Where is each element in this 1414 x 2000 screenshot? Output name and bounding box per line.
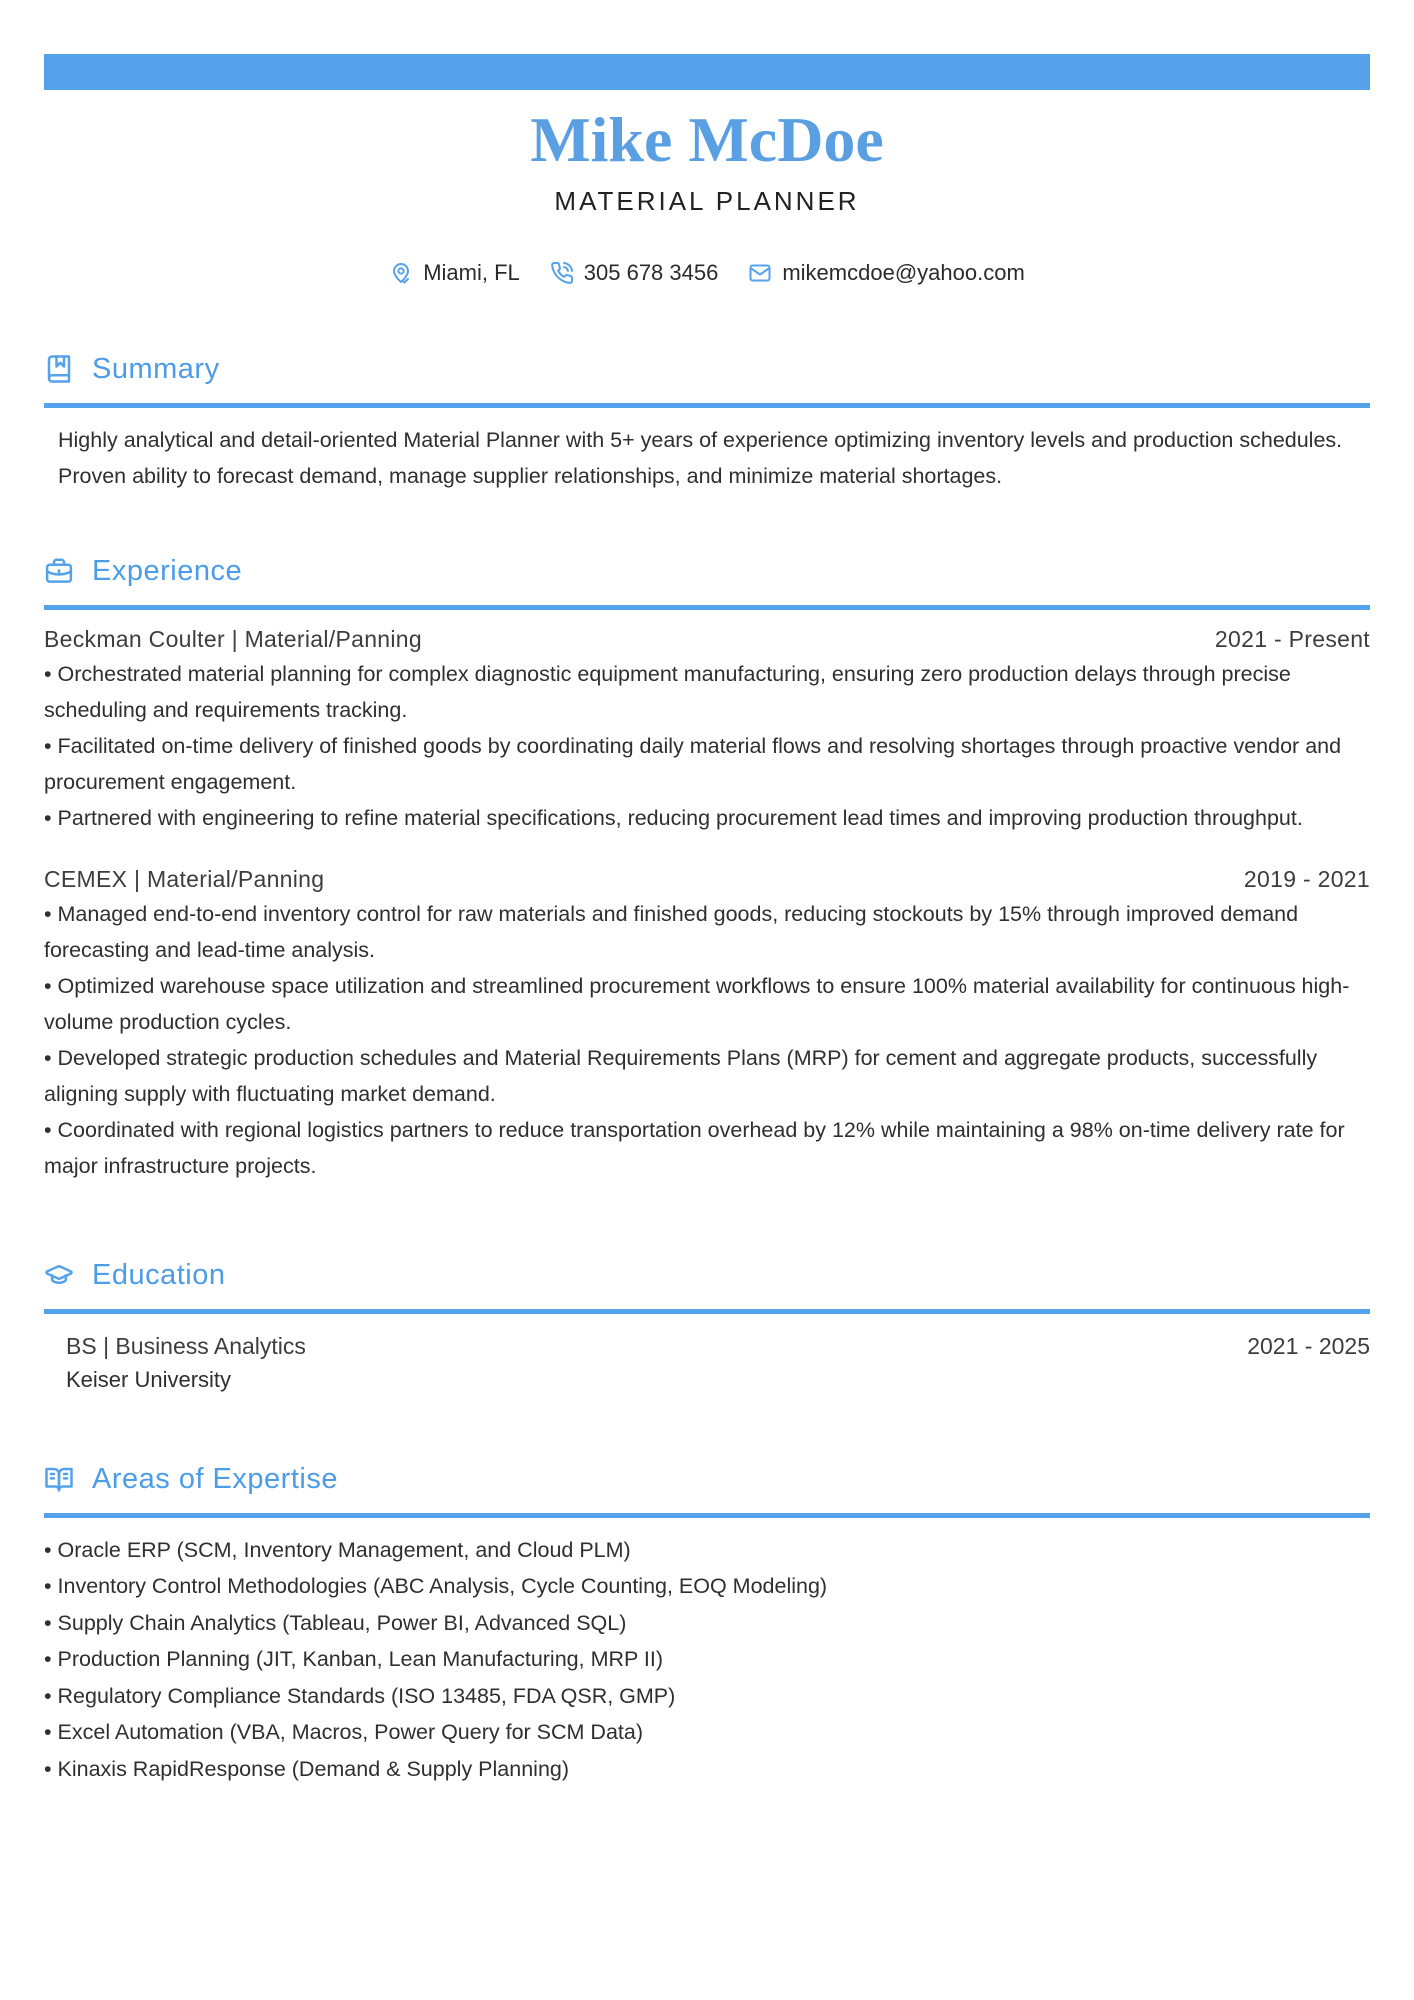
- experience-bullet: • Optimized warehouse space utilization and streamlined procurement workflows to ensure 100% material availability for continuous high-volume production cycles.: [44, 968, 1370, 1040]
- briefcase-icon: [44, 556, 74, 586]
- experience-bullet: • Developed strategic production schedules and Material Requirements Plans (MRP) for cement and aggregate products, successfully aligning supply with fluctuating market demand.: [44, 1040, 1370, 1112]
- envelope-icon: [748, 261, 772, 285]
- candidate-name: Mike McDoe: [530, 104, 884, 175]
- expertise-section: [44, 1460, 1370, 1788]
- company-role: CEMEX | Material/Panning: [44, 865, 325, 892]
- experience-heading: [44, 552, 1370, 590]
- experience-heading-text: Experience: [92, 554, 243, 587]
- contact-phone: [550, 258, 719, 288]
- expertise-item: • Excel Automation (VBA, Macros, Power Query for SCM Data): [44, 1714, 1370, 1751]
- expertise-heading-text: Areas of Expertise: [92, 1462, 338, 1495]
- section-divider: [44, 403, 1370, 408]
- company-role: Beckman Coulter | Material/Panning: [44, 625, 422, 652]
- summary-heading-text: Summary: [92, 352, 220, 385]
- experience-bullet: • Facilitated on-time delivery of finished goods by coordinating daily material flows and resolving shortages through proactive vendor and procurement engagement.: [44, 728, 1370, 800]
- expertise-item: • Regulatory Compliance Standards (ISO 13485, FDA QSR, GMP): [44, 1678, 1370, 1715]
- contact-phone-text: 305 678 3456: [583, 259, 719, 285]
- contact-email-text: mikemcdoe@yahoo.com: [782, 259, 1025, 285]
- graduation-cap-icon: [44, 1260, 74, 1290]
- experience-bullet: • Coordinated with regional logistics partners to reduce transportation overhead by 12% while maintaining a 98% on-time delivery rate for major infrastructure projects.: [44, 1112, 1370, 1184]
- summary-section: [44, 350, 1370, 494]
- expertise-heading: [44, 1460, 1370, 1498]
- expertise-list: [44, 1532, 1370, 1788]
- expertise-item: • Inventory Control Methodologies (ABC Analysis, Cycle Counting, EOQ Modeling): [44, 1568, 1370, 1605]
- contact-row: [44, 258, 1370, 288]
- experience-entry: [44, 622, 1370, 836]
- expertise-item: • Oracle ERP (SCM, Inventory Management, and Cloud PLM): [44, 1532, 1370, 1569]
- section-divider: [44, 605, 1370, 610]
- open-book-icon: [44, 1464, 74, 1494]
- experience-section: [44, 552, 1370, 1184]
- experience-entry-header: [44, 862, 1370, 896]
- contact-location: [389, 258, 520, 288]
- degree: BS | Business Analytics: [66, 1332, 306, 1359]
- school-name: Keiser University: [66, 1366, 232, 1392]
- education-heading: [44, 1256, 1370, 1294]
- contact-location-text: Miami, FL: [423, 259, 520, 285]
- education-entry-header: [66, 1330, 1370, 1363]
- expertise-item: • Production Planning (JIT, Kanban, Lean Manufacturing, MRP II): [44, 1641, 1370, 1678]
- education-dates: 2021 - 2025: [1247, 1332, 1370, 1359]
- section-divider: [44, 1513, 1370, 1518]
- education-section: [44, 1256, 1370, 1396]
- expertise-item: • Kinaxis RapidResponse (Demand & Supply Planning): [44, 1751, 1370, 1788]
- contact-email: [748, 258, 1024, 288]
- expertise-item: • Supply Chain Analytics (Tableau, Power BI, Advanced SQL): [44, 1605, 1370, 1642]
- experience-bullet: • Partnered with engineering to refine material specifications, reducing procurement lead times and improving production throughput.: [44, 800, 1370, 836]
- experience-entry-header: [44, 622, 1370, 656]
- book-bookmark-icon: [44, 354, 74, 384]
- candidate-job-title: MATERIAL PLANNER: [554, 185, 860, 216]
- education-heading-text: Education: [92, 1258, 226, 1291]
- experience-bullet: • Orchestrated material planning for complex diagnostic equipment manufacturing, ensuring zero production delays through precise scheduling and requirements tracking.: [44, 656, 1370, 728]
- employment-dates: 2019 - 2021: [1243, 865, 1370, 892]
- location-pin-icon: [389, 261, 413, 285]
- section-divider: [44, 1309, 1370, 1314]
- header-accent-bar: [44, 54, 1370, 90]
- phone-icon: [550, 261, 574, 285]
- experience-bullet: • Managed end-to-end inventory control for raw materials and finished goods, reducing stockouts by 15% through improved demand forecasting and lead-time analysis.: [44, 896, 1370, 968]
- experience-entry: [44, 862, 1370, 1184]
- summary-text: Highly analytical and detail-oriented Material Planner with 5+ years of experience optimizing inventory levels and production schedules. Proven ability to forecast demand, manage supplier relationships, and minimize material shortages.: [58, 427, 1343, 488]
- summary-heading: [44, 350, 1370, 388]
- employment-dates: 2021 - Present: [1214, 625, 1370, 652]
